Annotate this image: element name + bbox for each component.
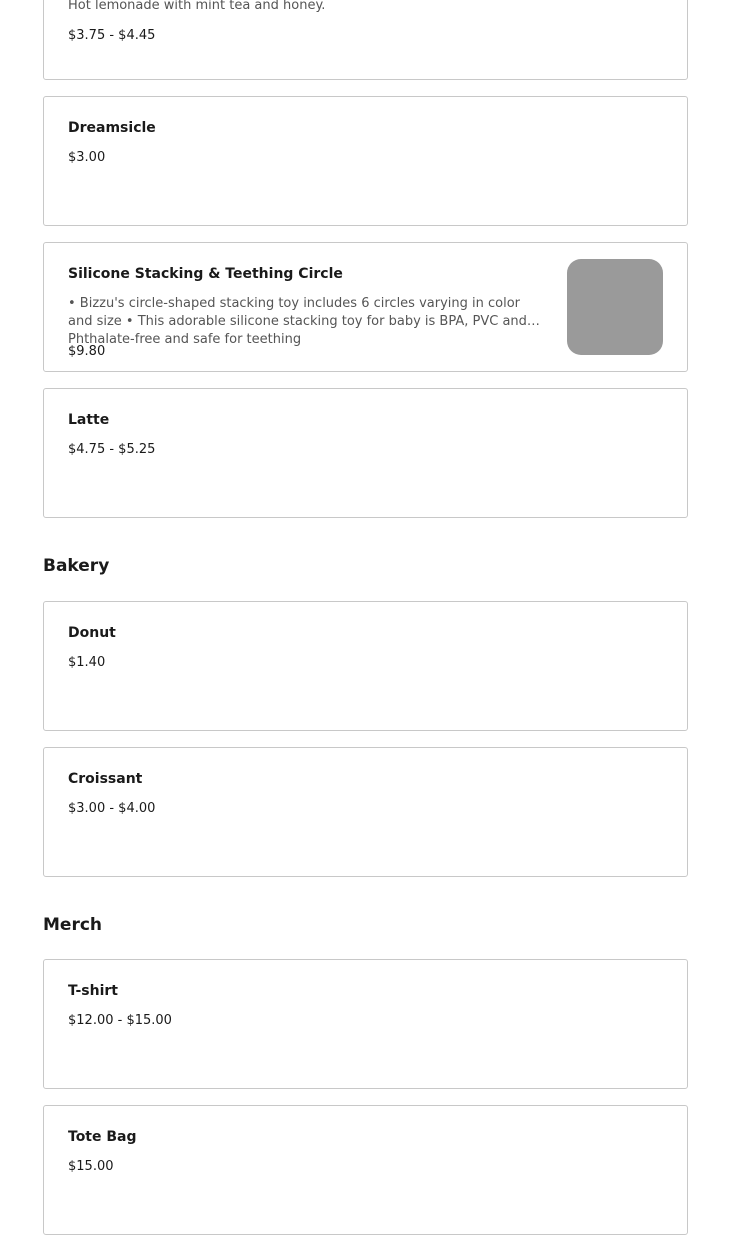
menu-item-body	[68, 982, 663, 1030]
menu-item-body	[68, 624, 663, 672]
menu-item-name: Silicone Stacking & Teething Circle	[68, 266, 343, 282]
menu-item-card-dreamsicle[interactable]	[43, 96, 688, 226]
menu-item-price: $4.75 - $5.25	[68, 442, 156, 457]
menu-item-body	[68, 119, 663, 167]
menu-item-price: $15.00	[68, 1159, 114, 1174]
menu-item-image	[567, 259, 663, 355]
menu-item-body	[68, 411, 663, 459]
menu-item-card-tote-bag[interactable]	[43, 1105, 688, 1235]
menu-item-price: $1.40	[68, 655, 106, 670]
menu-item-body	[68, 770, 663, 818]
menu-item-description: • Bizzu's circle-shaped stacking toy includes 6 circles varying in color and size • This adorable silicone stacking toy for baby is BPA, PVC and Phthalate-free and safe for teething	[68, 296, 527, 347]
menu-item-price: $3.75 - $4.45	[68, 28, 156, 43]
menu-item-card-tshirt[interactable]	[43, 959, 688, 1089]
menu-item-price: $9.80	[68, 344, 106, 359]
menu-item-card-stacking-circle[interactable]	[43, 242, 688, 372]
menu-item-card-latte[interactable]	[43, 388, 688, 518]
menu-item-price: $3.00	[68, 150, 106, 165]
menu-item-name: Latte	[68, 412, 110, 428]
section-heading-bakery: Bakery	[43, 556, 110, 576]
menu-item-name: Tote Bag	[68, 1129, 137, 1145]
menu-item-name: Dreamsicle	[68, 120, 156, 136]
menu-item-price: $3.00 - $4.00	[68, 801, 156, 816]
menu-item-price: $12.00 - $15.00	[68, 1013, 172, 1028]
menu-item-body	[68, 1128, 663, 1176]
menu-item-body	[68, 265, 547, 361]
menu-item-body	[68, 0, 663, 45]
menu-item-card-croissant[interactable]	[43, 747, 688, 877]
menu-item-name: Donut	[68, 625, 116, 641]
section-heading-merch: Merch	[43, 915, 103, 935]
menu-item-card-lemonade[interactable]	[43, 0, 688, 80]
menu-item-description: Hot lemonade with mint tea and honey.	[68, 0, 326, 13]
menu-item-card-donut[interactable]	[43, 601, 688, 731]
menu-item-name: T-shirt	[68, 983, 118, 999]
menu-item-name: Croissant	[68, 771, 143, 787]
